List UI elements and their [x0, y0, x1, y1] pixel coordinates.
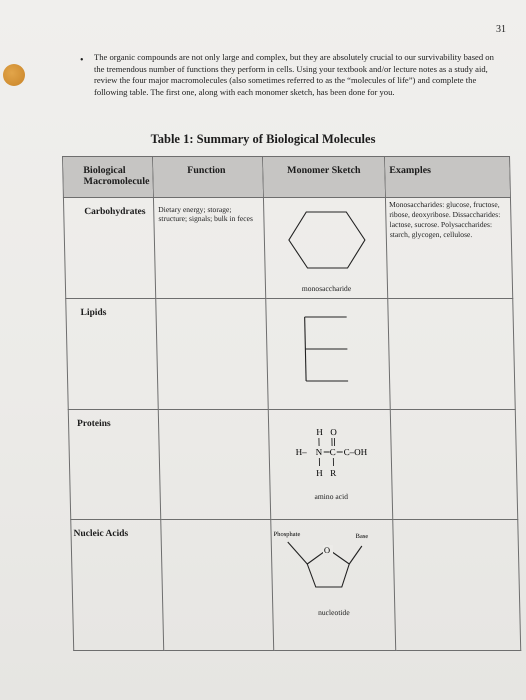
function-cell — [153, 198, 265, 299]
examples-cell — [390, 409, 518, 520]
header-function-cell — [153, 157, 264, 198]
monomer-cell — [268, 409, 393, 520]
table-row — [66, 298, 516, 409]
phosphate-label: Phosphate — [273, 531, 301, 539]
amino-c: C — [329, 446, 336, 457]
amino-cooh: C–OH — [343, 446, 368, 457]
header-molecule-cell — [63, 157, 154, 198]
header-monomer: Monomer Sketch — [286, 165, 361, 176]
amino-n: N — [315, 446, 323, 457]
amino-acid-label: amino acid — [314, 491, 349, 501]
table-title: Table 1: Summary of Biological Molecules — [150, 132, 376, 146]
header-function: Function — [187, 165, 226, 176]
header-monomer-cell — [263, 157, 386, 198]
function-cell — [161, 520, 274, 651]
carbohydrates-function: Dietary energy; storage; structure; signals; bulk in feces — [158, 205, 254, 224]
molecule-cell — [66, 298, 159, 409]
table-row — [68, 409, 518, 520]
function-cell — [158, 409, 271, 520]
monomer-cell — [263, 198, 387, 299]
monosaccharide-label: monosaccharide — [301, 284, 352, 294]
monomer-cell — [271, 520, 396, 651]
ring-oxygen: O — [323, 545, 331, 556]
molecule-cell — [71, 520, 164, 651]
amino-r-group: R — [330, 467, 337, 478]
row-proteins-label: Proteins — [76, 418, 111, 429]
bullet-point: • — [80, 55, 84, 66]
table-header-row — [63, 157, 511, 198]
molecule-cell — [63, 198, 155, 299]
row-carbohydrates-label: Carbohydrates — [84, 207, 146, 218]
lipid-sketch — [266, 299, 388, 399]
examples-cell — [388, 298, 516, 409]
binder-hole — [3, 64, 25, 86]
hexagon-sketch — [264, 198, 386, 288]
summary-table — [62, 156, 520, 651]
instructions-paragraph: The organic compounds are not only large and complex, but they are absolutely crucial to our survivability based on the tremendous number of functions they perform in cells. Using your textbook and/or lecture notes as a study aid, review the four major macromolecules (also sometimes referred to as the “molecules of life”) and complete the following table. The first one, along with each monomer sketch, has been done for you. — [94, 52, 494, 97]
monomer-cell — [266, 298, 391, 409]
amino-top-o: O — [330, 426, 337, 437]
table-row — [63, 198, 512, 299]
row-nucleic-acids-label: Nucleic Acids — [73, 529, 129, 540]
base-label: Base — [355, 533, 369, 541]
molecule-cell — [68, 409, 161, 520]
nucleotide-label: nucleotide — [317, 608, 350, 618]
page-number: 31 — [496, 24, 506, 35]
amino-top-h: H — [316, 426, 323, 437]
amino-left-h: H– — [295, 446, 307, 457]
amino-bottom-h: H — [316, 467, 323, 478]
table-row — [71, 520, 521, 651]
carbohydrates-examples: Monosaccharides: glucose, fructose, ribose, deoxyribose. Dissaccharides: lactose, sucrose. Polysaccharides: starch, glycogen, cellulose. — [389, 200, 501, 240]
header-examples-cell — [385, 157, 511, 198]
row-lipids-label: Lipids — [80, 307, 107, 318]
function-cell — [156, 298, 269, 409]
examples-cell — [385, 198, 512, 299]
header-examples: Examples — [389, 165, 432, 176]
header-molecule: Biological Macromolecule — [83, 165, 150, 187]
amino-acid-sketch — [269, 410, 391, 500]
examples-cell — [393, 520, 521, 651]
